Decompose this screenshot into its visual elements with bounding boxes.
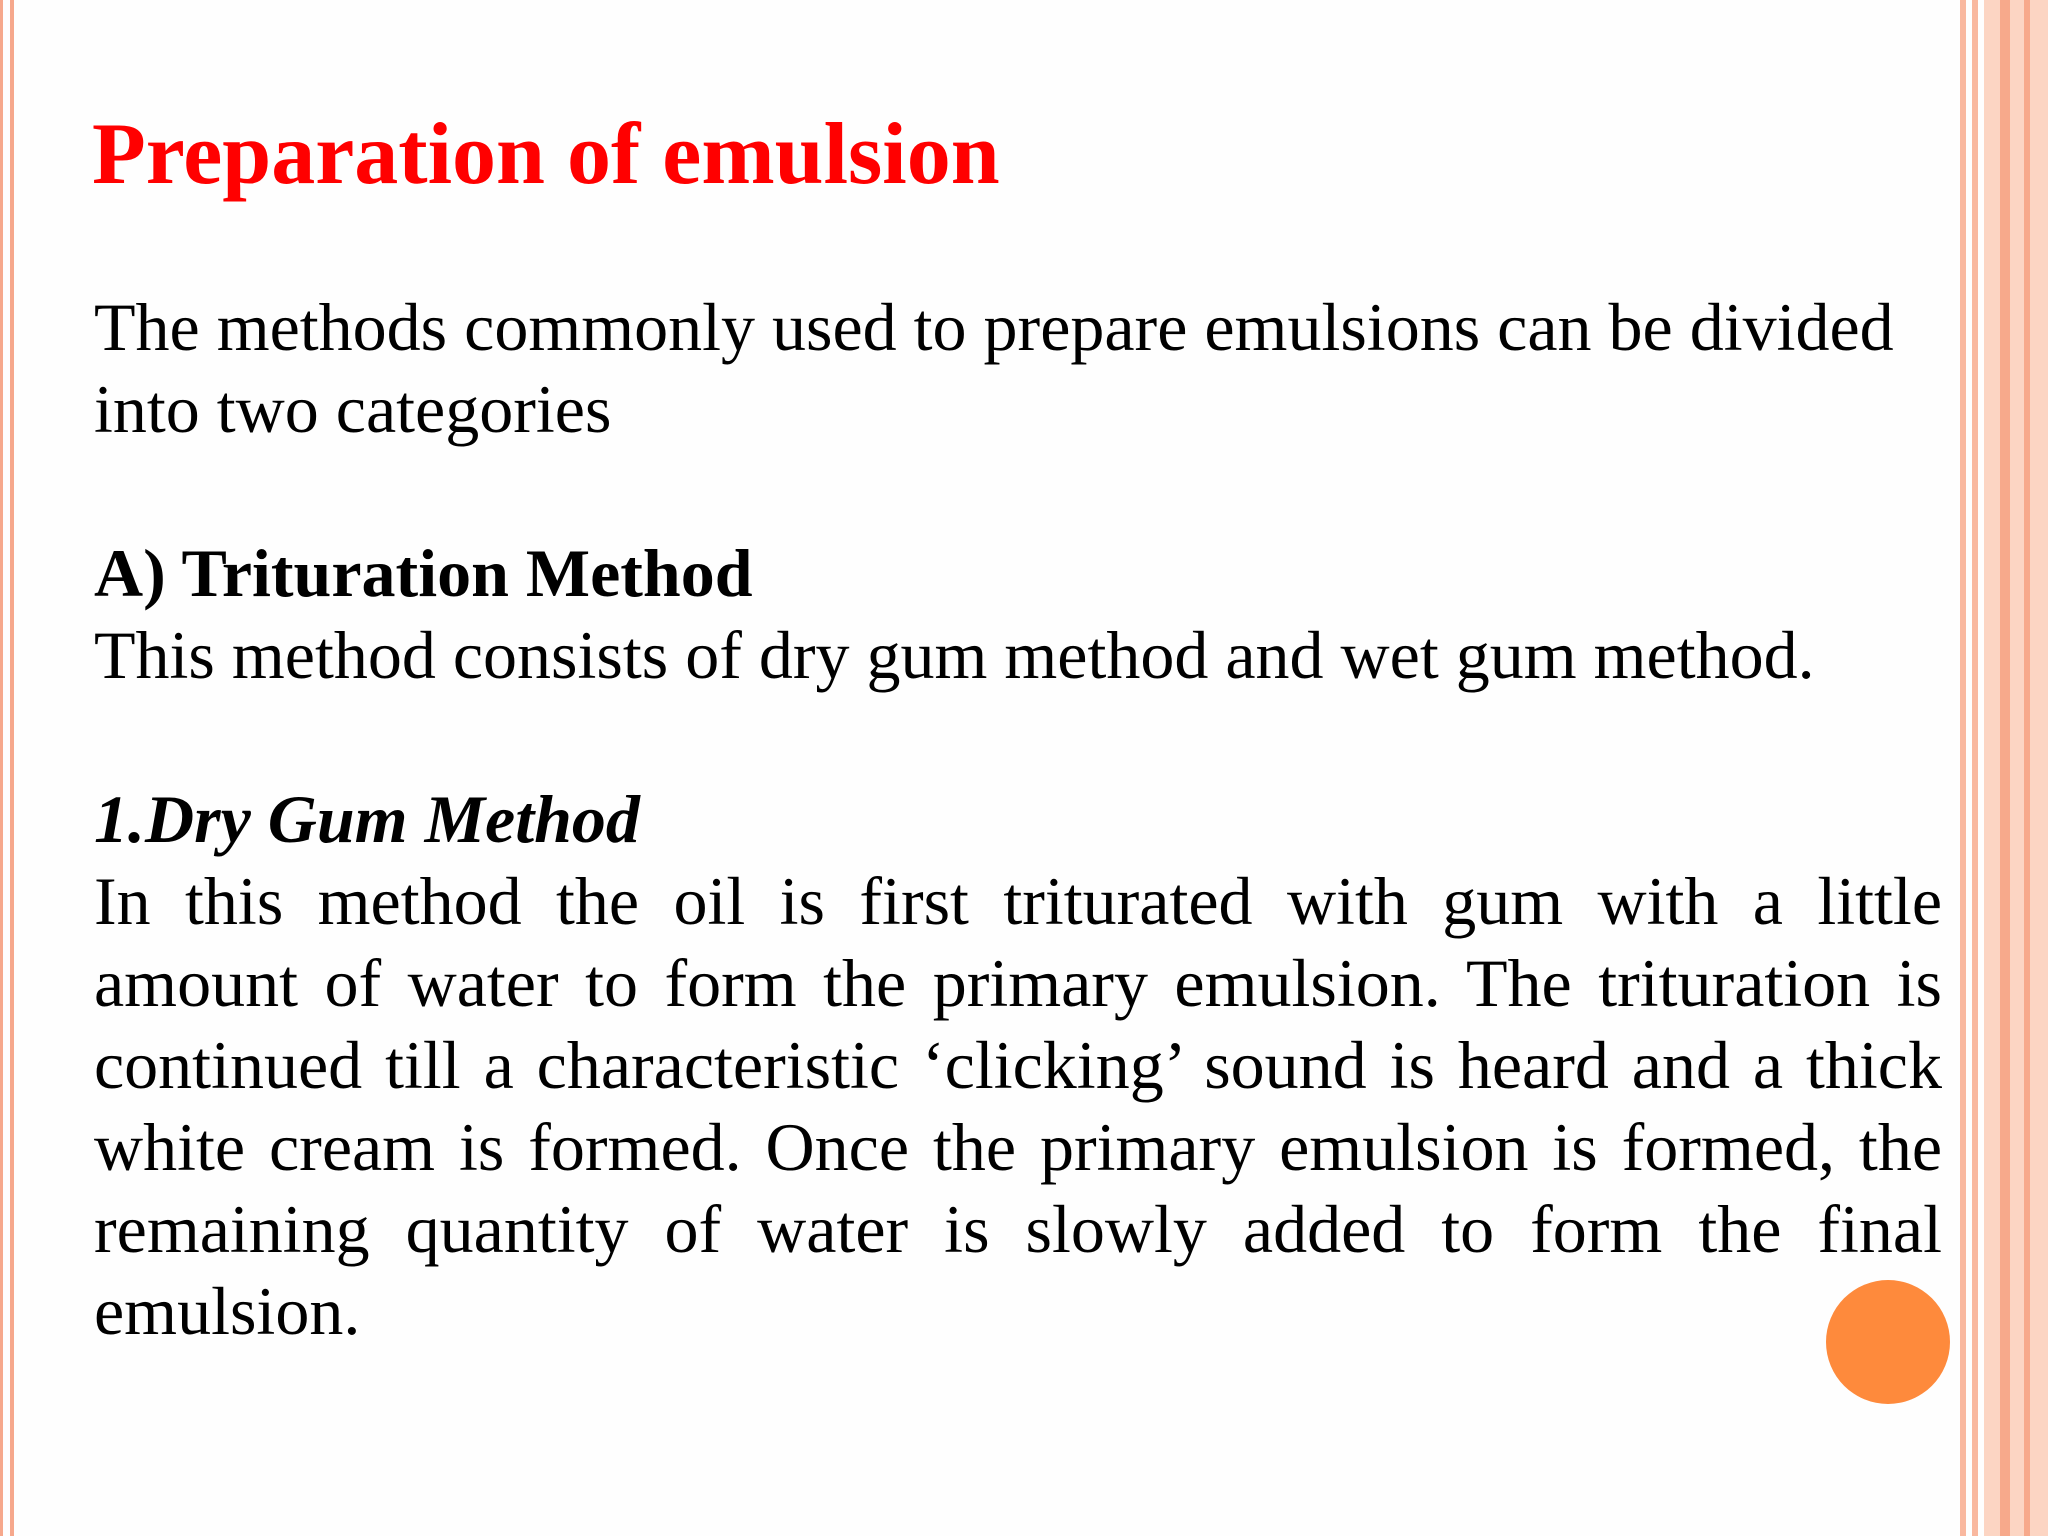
- decorative-orange-circle: [1826, 1280, 1950, 1404]
- intro-paragraph: The methods commonly used to prepare emulsions can be divided into two categories: [94, 289, 1894, 447]
- right-border-stripe: [1972, 0, 1978, 1536]
- section-a-text: This method consists of dry gum method and wet gum method.: [94, 617, 1815, 693]
- left-border-stripe: [10, 0, 14, 1536]
- section-1-text: In this method the oil is first triturated with gum with a little amount of water to form the primary emulsion. The trituration is continued till a characteristic ‘clicking’ sound is heard and a thick white cream is formed. Once the primary emulsion is formed, the remaining quantity of water is slowly added to form the final emulsion.: [94, 863, 1942, 1349]
- section-a: [94, 532, 1942, 696]
- right-border-panel: [1984, 0, 2048, 1536]
- left-border-stripe: [0, 0, 3, 1536]
- section-1-heading: 1.Dry Gum Method: [94, 781, 640, 857]
- right-border-stripe: [1960, 0, 1966, 1536]
- slide-body: [94, 286, 1942, 1352]
- section-1: [94, 778, 1942, 1352]
- right-border-stripe: [2000, 0, 2010, 1536]
- section-a-heading: A) Trituration Method: [94, 535, 753, 611]
- slide-title: Preparation of emulsion: [92, 106, 1000, 203]
- right-border-stripe: [2024, 0, 2030, 1536]
